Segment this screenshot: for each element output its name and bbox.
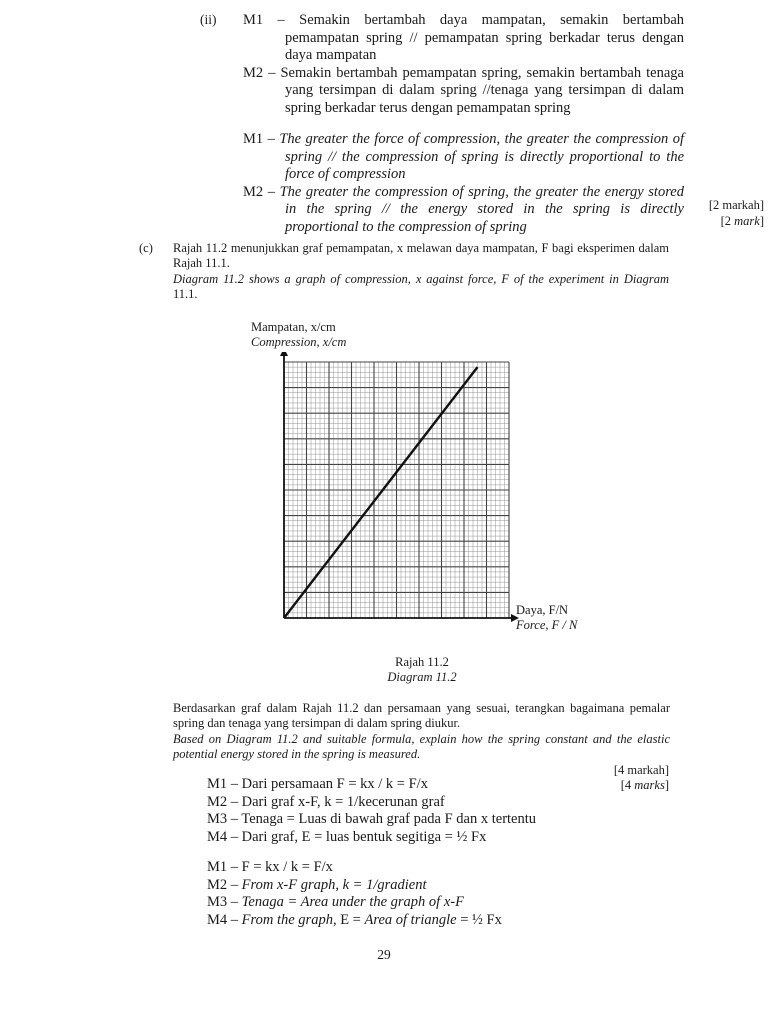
question-english: Based on Diagram 11.2 and suitable formula, explain how the spring constant and the elastic potential energy stored in the spring is measured. (173, 732, 670, 761)
part-c-malay-question: Rajah 11.2 menunjukkan graf pemampatan, x melawan daya mampatan, F bagi eksperimen dalam Rajah 11.1. (173, 241, 669, 270)
x-axis-label-malay: Daya, F/N (516, 603, 569, 617)
page-number: 29 (377, 947, 391, 962)
graph-major-grid (284, 362, 509, 618)
diagram-caption-malay: Rajah 11.2 (395, 655, 449, 669)
malay-m1-statement: M1 – Semakin bertambah daya mampatan, semakin bertambah pemampatan spring // pemampatan spring berkadar terus dengan daya mampatan (243, 12, 684, 63)
answer-english-m1: M1 – F = kx / k = F/x (207, 859, 333, 875)
y-axis-label-english: Compression, x/cm (251, 335, 347, 349)
answer-malay-m3: M3 – Tenaga = Luas di bawah graf pada F dan x tertentu (207, 811, 537, 827)
part-ii-malay (243, 12, 684, 117)
part-ii-label: (ii) (200, 12, 217, 27)
part-c-label: (c) (139, 241, 153, 255)
answer-malay-m4: M4 – Dari graf, E = luas bentuk segitiga = ½ Fx (207, 828, 487, 845)
answer-english-m4: M4 – From the graph, E = Area of triangle = ½ Fx (207, 911, 502, 928)
answer-english-m3: M3 – Tenaga = Area under the graph of x-F (207, 894, 464, 910)
series-line (284, 367, 478, 618)
y-axis-label-malay: Mampatan, x/cm (251, 320, 336, 334)
answer-malay-m1: M1 – Dari persamaan F = kx / k = F/x (207, 776, 428, 792)
part-c-english-question: Diagram 11.2 shows a graph of compression, x against force, F of the experiment in Diagram 11.1. (173, 272, 670, 301)
part-ii-english (243, 131, 684, 236)
question-malay: Berdasarkan graf dalam Rajah 11.2 dan persamaan yang sesuai, terangkan bagaimana pemalar spring dan tenaga yang tersimpan di dalam spring diukur. (173, 701, 670, 730)
x-axis-label-english: Force, F / N (516, 618, 578, 632)
marks-malay-c: [4 markah] (613, 763, 669, 777)
malay-m2-statement: M2 – Semakin bertambah pemampatan spring, semakin bertambah tenaga yang tersimpan di dalam spring //tenaga yang tersimpan di dalam spring berkadar terus dengan pemampatan spring (243, 64, 684, 116)
answers-malay (207, 776, 536, 846)
marks-malay-ii: [2 markah] (708, 198, 764, 212)
english-m2-statement: M2 – The greater the compression of spring, the greater the energy stored in the spring // the energy stored in the spring is directly proportional to the compression of spring (243, 183, 684, 235)
y-axis-arrow (280, 352, 288, 356)
diagram-caption-english: Diagram 11.2 (387, 670, 457, 684)
english-m1-statement: M1 – The greater the force of compression, the greater the compression of spring // the compression of spring is directly proportional to the force of compression (243, 131, 684, 182)
marks-english-ii: [2 mark] (720, 214, 764, 228)
answer-malay-m2: M2 – Dari graf x-F, k = 1/kecerunan graf (207, 793, 445, 810)
marks-english-c: [4 marks] (620, 778, 669, 792)
graph-series (284, 367, 478, 618)
answer-english-m2: M2 – From x-F graph, k = 1/gradient (207, 876, 427, 893)
answers-english (207, 859, 502, 929)
compression-force-graph (270, 352, 520, 632)
